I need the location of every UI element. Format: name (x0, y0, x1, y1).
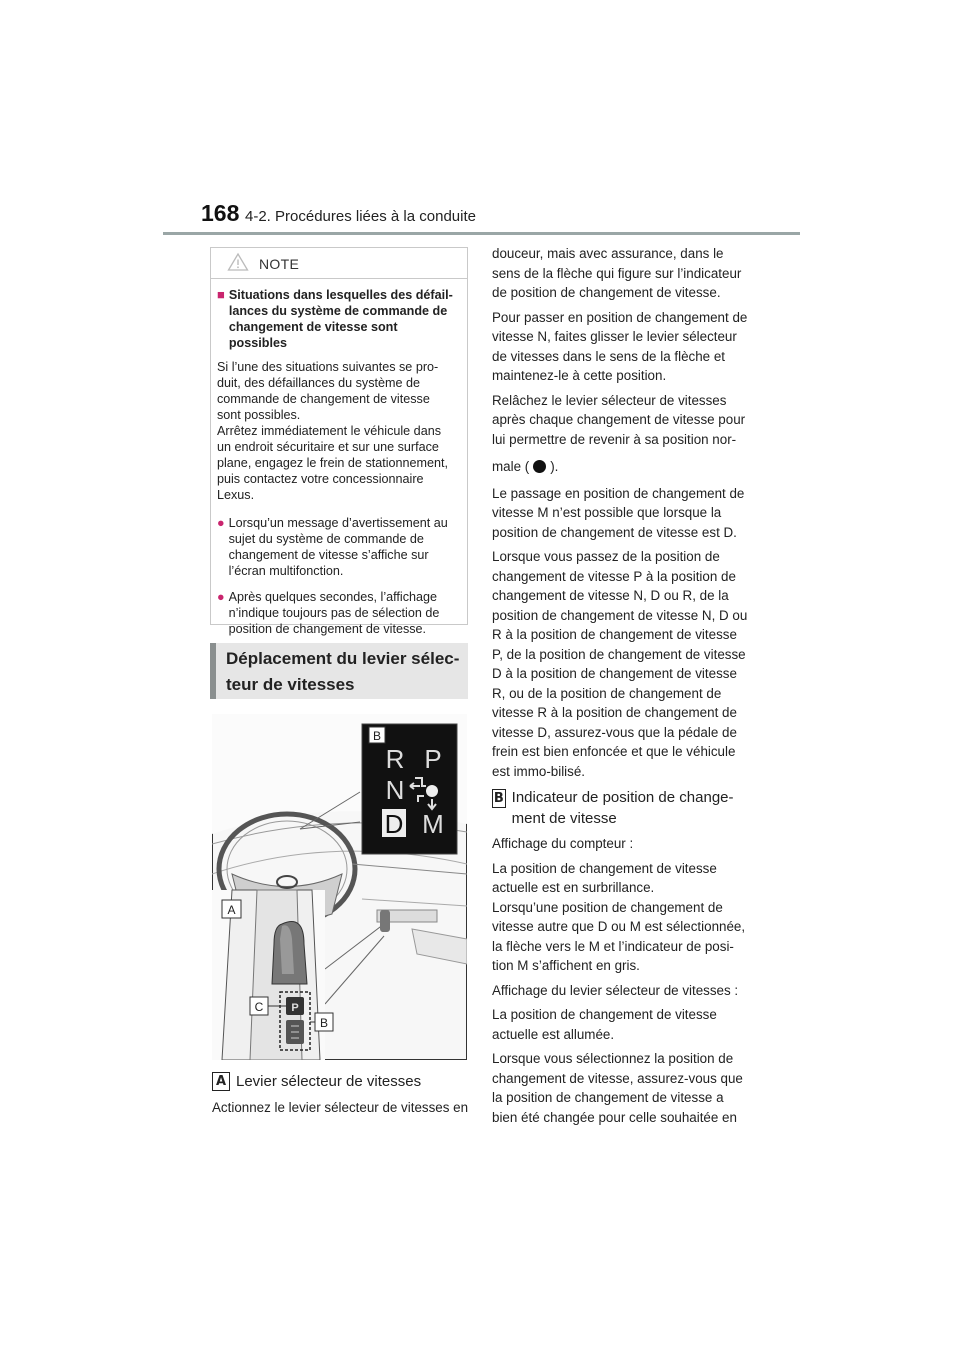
gear-r: R (385, 744, 405, 774)
section-heading: Déplacement du levier sélec-teur de vitesses (210, 643, 468, 699)
text-fragment: ). (550, 459, 559, 474)
paragraph: Lorsque vous passez de la position de changement de vitesse P à la position de changement de vitesse N, D ou R, de la position de changement de vitesse N, D ou R à la position de changement de vitesse P, de la position de changement de vitesse D à la position de changement de vitesse R, ou de la position de changement de vitesse R à la position de changement de vitesse D, assurez-vous que la pédale de frein est bien enfoncée et que le véhicule est immo-bilisé. (492, 549, 748, 779)
shift-lever-illustration (212, 714, 467, 1060)
note-box (210, 247, 468, 636)
note-heading (217, 287, 457, 351)
note-header (211, 248, 467, 279)
shift-position-display (362, 724, 457, 854)
header-rule (163, 232, 800, 235)
note-title: NOTE (259, 256, 300, 272)
paragraph: Affichage du compteur : (492, 836, 634, 851)
caption-a (212, 1072, 421, 1091)
label-b: B (372, 729, 382, 743)
lever-p-button: P (291, 1002, 299, 1014)
paragraph-normal-position (492, 457, 750, 477)
label-a: A (227, 903, 236, 917)
note-bullet-text: Après quelques secondes, l’affichage n’indique toujours pas de sélection de position de changement de vitesse. (228, 590, 440, 636)
paragraph: douceur, mais avec assurance, dans le sens de la flèche qui figure sur l’indicateur de position de changement de vitesse. (492, 246, 742, 300)
note-paragraph-1: Si l’une des situations suivantes se pro-duit, des défaillances du système de commande de changement de vitesse sont possibles. (217, 360, 439, 422)
note-heading-text: Situations dans lesquelles des défail-lances du système de commande de changement de vitesse sont possibles (228, 288, 453, 350)
subheading-text: Indicateur de position de change-ment de vitesse (511, 789, 734, 827)
caption-text: Levier sélecteur de vitesses (236, 1073, 422, 1090)
paragraph: Lorsque vous sélectionnez la position de changement de vitesse, assurez-vous que la position de changement de vitesse a bien été changée pour celle souhaitée en (492, 1051, 743, 1125)
shift-lever-inset (212, 890, 333, 1060)
warning-icon (227, 252, 249, 272)
square-bullet-icon: ■ (217, 287, 225, 302)
gear-n: N (385, 775, 405, 805)
caption-badge-a: A (212, 1072, 230, 1091)
note-bullet-text: Lorsqu’un message d’avertissement au sujet du système de commande de changement de vitesse s’affiche sur l’écran multifonction. (228, 516, 448, 578)
label-c: C (254, 1000, 264, 1014)
paragraph: Le passage en position de changement de vitesse M n’est possible que lorsque la position de changement de vitesse est D. (492, 485, 745, 540)
paragraph: La position de changement de vitesse actuelle est allumée. (492, 1007, 717, 1042)
page-number: 168 (201, 200, 240, 226)
subheading-b (492, 787, 750, 829)
paragraph: La position de changement de vitesse actuelle est en surbrillance. (492, 860, 717, 895)
paragraph: Relâchez le levier sélecteur de vitesses après chaque changement de vitesse pour lui permettre de revenir à sa position nor- (492, 392, 746, 447)
paragraph: Lorsqu’une position de changement de vitesse autre que D ou M est sélectionnée, la flèche vers le M et l’indicateur de posi-tion M s’affichent en gris. (492, 899, 746, 973)
right-column (492, 244, 750, 1132)
round-bullet-icon: ● (217, 516, 225, 530)
note-paragraph-2: Arrêtez immédiatement le véhicule dans un endroit sécuritaire et sur une surface plane, engagez le frein de stationnement, puis contactez votre concessionnaire Lexus. (217, 424, 449, 502)
gear-m: M (422, 809, 444, 839)
label-b-lever: B (319, 1016, 329, 1030)
text-fragment: male ( (492, 459, 530, 474)
note-bullet (217, 515, 457, 579)
section-title: 4-2. Procédures liées à la conduite (245, 208, 476, 225)
gear-p: P (424, 744, 442, 774)
gear-d: D (384, 809, 404, 839)
filled-circle-icon (533, 460, 546, 473)
paragraph: Affichage du levier sélecteur de vitesses : (492, 982, 739, 998)
paragraph: Pour passer en position de changement de vitesse N, faites glisser le levier sélecteur de vitesses dans le sens de la flèche et maintenez-le à cette position. (492, 309, 748, 383)
badge-b: B (493, 791, 504, 806)
note-bullet (217, 589, 457, 637)
round-bullet-icon: ● (217, 590, 225, 604)
left-body-text: Actionnez le levier sélecteur de vitesses en (212, 1100, 469, 1115)
